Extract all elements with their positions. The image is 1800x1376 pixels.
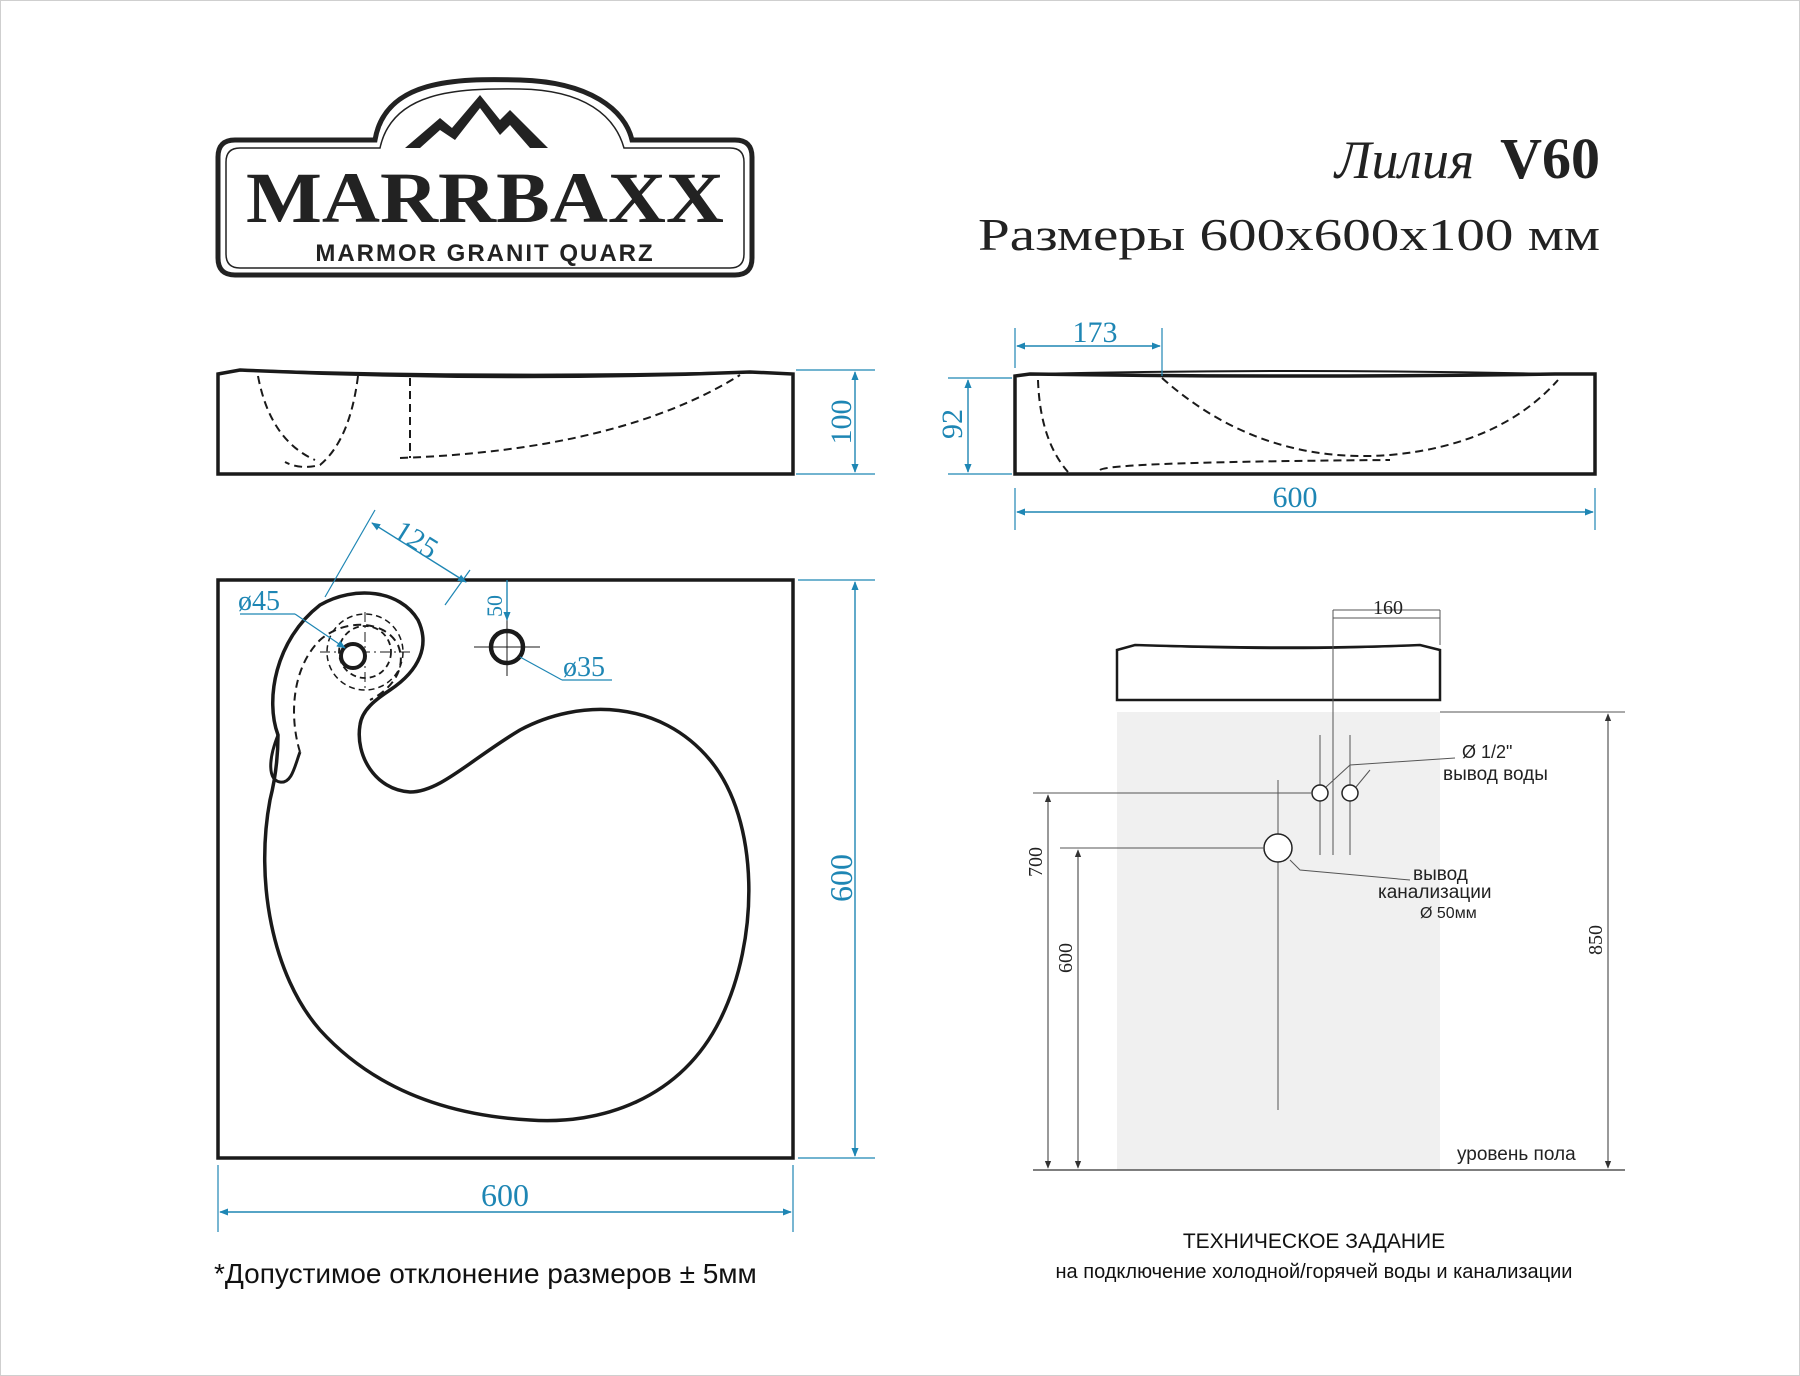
sewer-outlet-icon [1264, 834, 1292, 862]
caption-subtitle: на подключение холодной/горячей воды и канализации [1055, 1261, 1573, 1283]
front-view [218, 370, 875, 474]
top-side-label: 600 [823, 854, 859, 902]
floor-label: уровень пола [1457, 1144, 1576, 1165]
tap-diameter-label: ø35 [563, 652, 605, 683]
side-offset-label: 173 [1072, 316, 1118, 349]
side-width-label: 600 [1272, 481, 1318, 514]
water-outlet-size: Ø 1/2" [1462, 742, 1513, 762]
product-title [1333, 126, 1600, 191]
hot-water-outlet-icon [1342, 785, 1358, 801]
drain-diameter-label: ø45 [238, 586, 280, 617]
installation-view [1025, 597, 1625, 1283]
product-name: Лилия [1334, 130, 1475, 190]
water-outlet-label: вывод воды [1443, 764, 1548, 785]
sewer-label-1: вывод [1413, 864, 1468, 885]
front-height-label: 100 [825, 399, 858, 445]
cold-water-outlet-icon [1312, 785, 1328, 801]
tolerance-note: *Допустимое отклонение размеров ± 5мм [214, 1258, 757, 1289]
height-700-label: 700 [1025, 847, 1047, 877]
brand-tagline: MARMOR GRANIT QUARZ [315, 240, 655, 267]
sewer-label-2: канализации [1378, 882, 1492, 903]
height-600-label: 600 [1055, 943, 1077, 973]
caption-title: ТЕХНИЧЕСКОЕ ЗАДАНИЕ [1182, 1230, 1446, 1253]
small-offset-label: 50 [482, 595, 507, 617]
top-view [218, 510, 875, 1232]
product-model: V60 [1500, 126, 1600, 191]
top-bottom-label: 600 [481, 1177, 529, 1213]
product-dimensions: Размеры 600х600х100 мм [978, 209, 1600, 260]
brand-name: MARRBAXX [246, 158, 724, 238]
side-view [936, 316, 1595, 530]
brand-logo [218, 80, 752, 275]
side-inner-height-label: 92 [936, 409, 969, 439]
hole-spacing-label: 125 [388, 514, 444, 566]
installation-offset-label: 160 [1373, 597, 1403, 619]
height-850-label: 850 [1585, 925, 1607, 955]
sewer-size: Ø 50мм [1420, 905, 1477, 922]
